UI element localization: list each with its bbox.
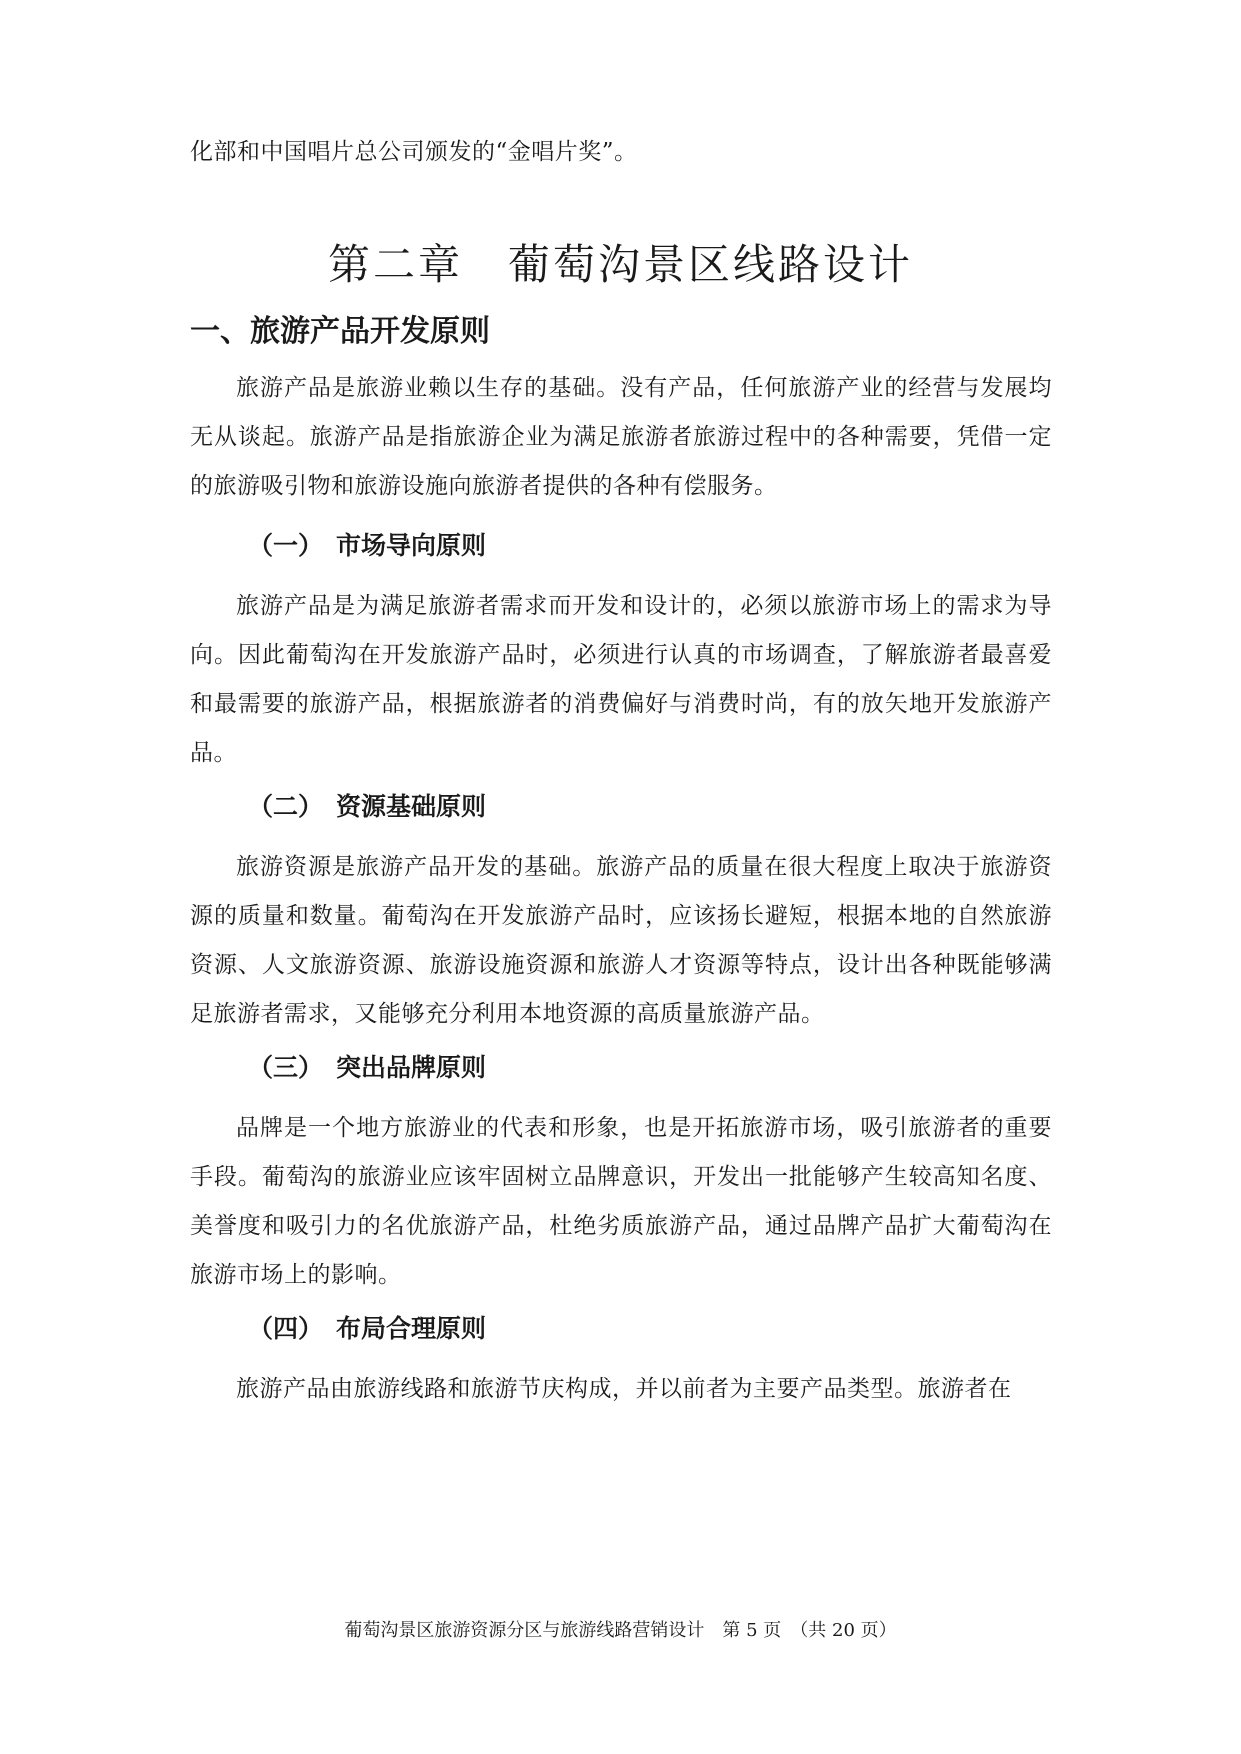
subsection-number: （一）	[248, 531, 324, 560]
subsection-paragraph-2: 旅游资源是旅游产品开发的基础。旅游产品的质量在很大程度上取决于旅游资源的质量和数量。葡萄沟在开发旅游产品时，应该扬长避短，根据本地的自然旅游资源、人文旅游资源、旅游设施资源和旅游人才资源等特点，设计出各种既能够满足旅游者需求，又能够充分利用本地资源的高质量旅游产品。	[190, 854, 1052, 1027]
chapter-title: 第二章 葡萄沟景区线路设计	[327, 240, 913, 289]
subsection-heading-3	[248, 1048, 486, 1084]
subsection-heading-1	[248, 526, 486, 562]
page-footer: 葡萄沟景区旅游资源分区与旅游线路营销设计 第 5 页 （共 20 页）	[344, 1620, 897, 1641]
subsection-heading-2	[248, 787, 486, 823]
subsection-paragraph-4: 旅游产品由旅游线路和旅游节庆构成，并以前者为主要产品类型。旅游者在	[236, 1376, 1012, 1402]
section-intro-paragraph: 旅游产品是旅游业赖以生存的基础。没有产品，任何旅游产业的经营与发展均无从谈起。旅游产品是指旅游企业为满足旅游者旅游过程中的各种需要，凭借一定的旅游吸引物和旅游设施向旅游者提供的各种有偿服务。	[190, 375, 1052, 499]
carryover-paragraph: 化部和中国唱片总公司颁发的“金唱片奖”。	[190, 139, 638, 165]
subsection-paragraph-3: 品牌是一个地方旅游业的代表和形象，也是开拓旅游市场，吸引旅游者的重要手段。葡萄沟的旅游业应该牢固树立品牌意识，开发出一批能够产生较高知名度、美誉度和吸引力的名优旅游产品，杜绝劣质旅游产品，通过品牌产品扩大葡萄沟在旅游市场上的影响。	[190, 1115, 1052, 1288]
subsection-number: （二）	[248, 792, 324, 821]
subsection-title: 资源基础原则	[336, 792, 487, 821]
section-title: 一、旅游产品开发原则	[190, 314, 490, 349]
subsection-title: 市场导向原则	[336, 531, 487, 560]
subsection-title: 布局合理原则	[336, 1314, 487, 1343]
subsection-paragraph-1: 旅游产品是为满足旅游者需求而开发和设计的，必须以旅游市场上的需求为导向。因此葡萄沟在开发旅游产品时，必须进行认真的市场调查，了解旅游者最喜爱和最需要的旅游产品，根据旅游者的消费偏好与消费时尚，有的放矢地开发旅游产品。	[190, 593, 1052, 766]
subsection-number: （三）	[248, 1053, 324, 1082]
subsection-title: 突出品牌原则	[336, 1053, 487, 1082]
subsection-number: （四）	[248, 1314, 324, 1343]
subsection-heading-4	[248, 1309, 486, 1345]
